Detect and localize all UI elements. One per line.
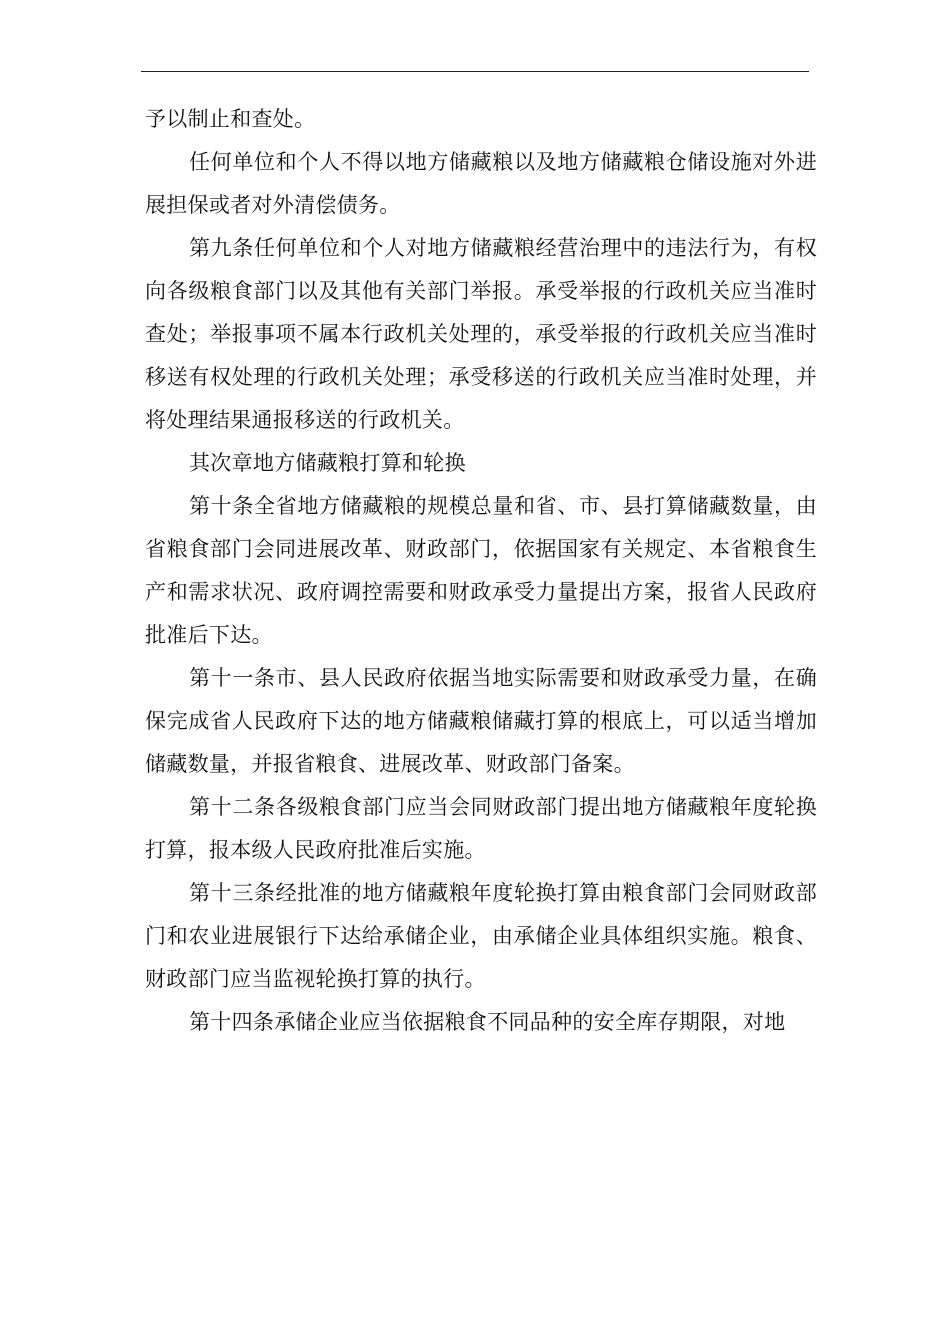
paragraph-article-11: 第十一条市、县人民政府依据当地实际需要和财政承受力量，在确保完成省人民政府下达的地方储藏粮储藏打算的根底上，可以适当增加储藏数量，并报省粮食、进展改革、财政部门备案。 — [145, 666, 817, 776]
document-body — [145, 98, 817, 1044]
header-rule — [141, 71, 809, 72]
paragraph-guarantee-ban: 任何单位和个人不得以地方储藏粮以及地方储藏粮仓储设施对外进展担保或者对外清偿债务。 — [145, 150, 817, 217]
chapter-heading: 其次章地方储藏粮打算和轮换 — [189, 451, 466, 475]
paragraph-article-10: 第十条全省地方储藏粮的规模总量和省、市、县打算储藏数量，由省粮食部门会同进展改革、财政部门，依据国家有关规定、本省粮食生产和需求状况、政府调控需要和财政承受力量提出方案，报省人民政府批准后下达。 — [145, 494, 817, 647]
paragraph-article-14: 第十四条承储企业应当依据粮食不同品种的安全库存期限，对地 — [189, 1010, 786, 1034]
paragraph-article-9: 第九条任何单位和个人对地方储藏粮经营治理中的违法行为，有权向各级粮食部门以及其他有关部门举报。承受举报的行政机关应当准时查处；举报事项不属本行政机关处理的，承受举报的行政机关应当准时移送有权处理的行政机关处理；承受移送的行政机关应当准时处理，并将处理结果通报移送的行政机关。 — [145, 236, 817, 432]
paragraph-continuation: 予以制止和查处。 — [145, 107, 316, 131]
paragraph-article-12: 第十二条各级粮食部门应当会同财政部门提出地方储藏粮年度轮换打算，报本级人民政府批准后实施。 — [145, 795, 817, 862]
paragraph-article-13: 第十三条经批准的地方储藏粮年度轮换打算由粮食部门会同财政部门和农业进展银行下达给承储企业，由承储企业具体组织实施。粮食、财政部门应当监视轮换打算的执行。 — [145, 881, 817, 991]
